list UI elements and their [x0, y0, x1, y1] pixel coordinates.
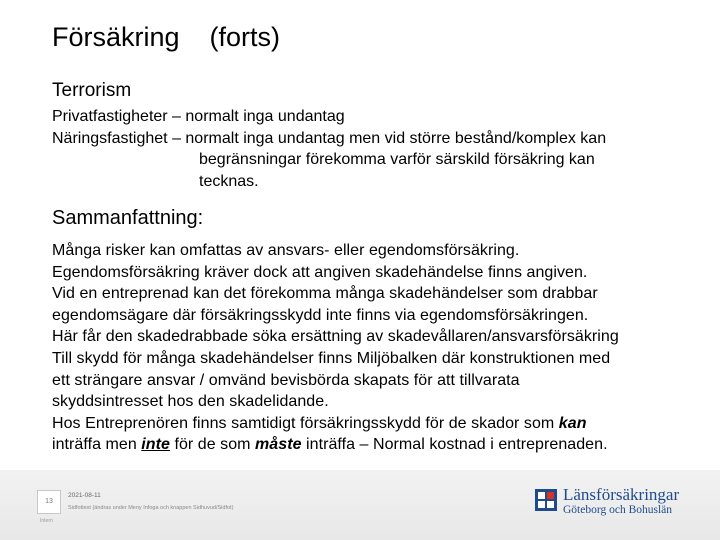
- terrorism-line: begränsningar förekomma varför särskild försäkring kan: [199, 151, 595, 169]
- summary-line: [52, 434, 702, 456]
- company-logo: [535, 487, 685, 517]
- summary-text: för de som: [169, 436, 256, 454]
- footer-date: 2021-08-11: [68, 492, 101, 499]
- title-paren: (forts): [209, 22, 281, 52]
- summary-body: [52, 240, 702, 456]
- slide-title: [52, 22, 280, 53]
- emphasis-kan: kan: [558, 414, 587, 432]
- summary-line: Vid en entreprenad kan det förekomma många skadehändelser som drabbar: [52, 285, 598, 303]
- logo-icon: [535, 489, 557, 511]
- logo-text-sub: Göteborg och Bohuslän: [563, 504, 673, 516]
- footer-text: Sidfottext (ändras under Meny Infoga och knappen Sidhuvud/Sidfot): [68, 505, 234, 511]
- terrorism-line: Näringsfastighet – normalt inga undantag men vid större bestånd/komplex kan: [52, 129, 607, 147]
- emphasis-inte: inte: [141, 436, 170, 454]
- summary-line: ett strängare ansvar / omvänd bevisbörda skapats för att tillvarata: [52, 371, 520, 389]
- summary-text: inträffa – Normal kostnad i entreprenaden.: [301, 436, 608, 454]
- terrorism-line: Privatfastigheter – normalt inga undantag: [52, 108, 345, 125]
- title-main: Försäkring: [52, 22, 180, 52]
- summary-line: skyddsintresset hos den skadelidande.: [52, 393, 329, 411]
- logo-text-main: Länsförsäkringar: [563, 485, 680, 504]
- summary-line: Till skydd för många skadehändelser finns Miljöbalken där konstruktionen med: [52, 349, 611, 367]
- summary-text: inträffa men: [52, 436, 142, 454]
- summary-line: Här får den skadedrabbade söka ersättning av skadevållaren/ansvarsförsäkring: [52, 328, 619, 346]
- emphasis-maste: måste: [255, 436, 302, 454]
- terrorism-line: tecknas.: [199, 172, 259, 190]
- terrorism-body: [52, 106, 606, 192]
- summary-heading: Sammanfattning:: [52, 207, 204, 229]
- slide-number: 13: [37, 490, 61, 514]
- summary-line: Egendomsförsäkring kräver dock att angiven skadehändelse finns angiven.: [52, 263, 588, 281]
- summary-text: Hos Entreprenören finns samtidigt försäkringsskydd för de skador som: [52, 414, 559, 432]
- summary-line: Många risker kan omfattas av ansvars- eller egendomsförsäkring.: [52, 242, 520, 259]
- terrorism-heading: Terrorism: [52, 80, 132, 101]
- summary-line: egendomsägare där försäkringsskydd inte finns via egendomsförsäkringen.: [52, 306, 589, 324]
- summary-line: [52, 413, 702, 435]
- footer-classification: Intern: [40, 518, 53, 524]
